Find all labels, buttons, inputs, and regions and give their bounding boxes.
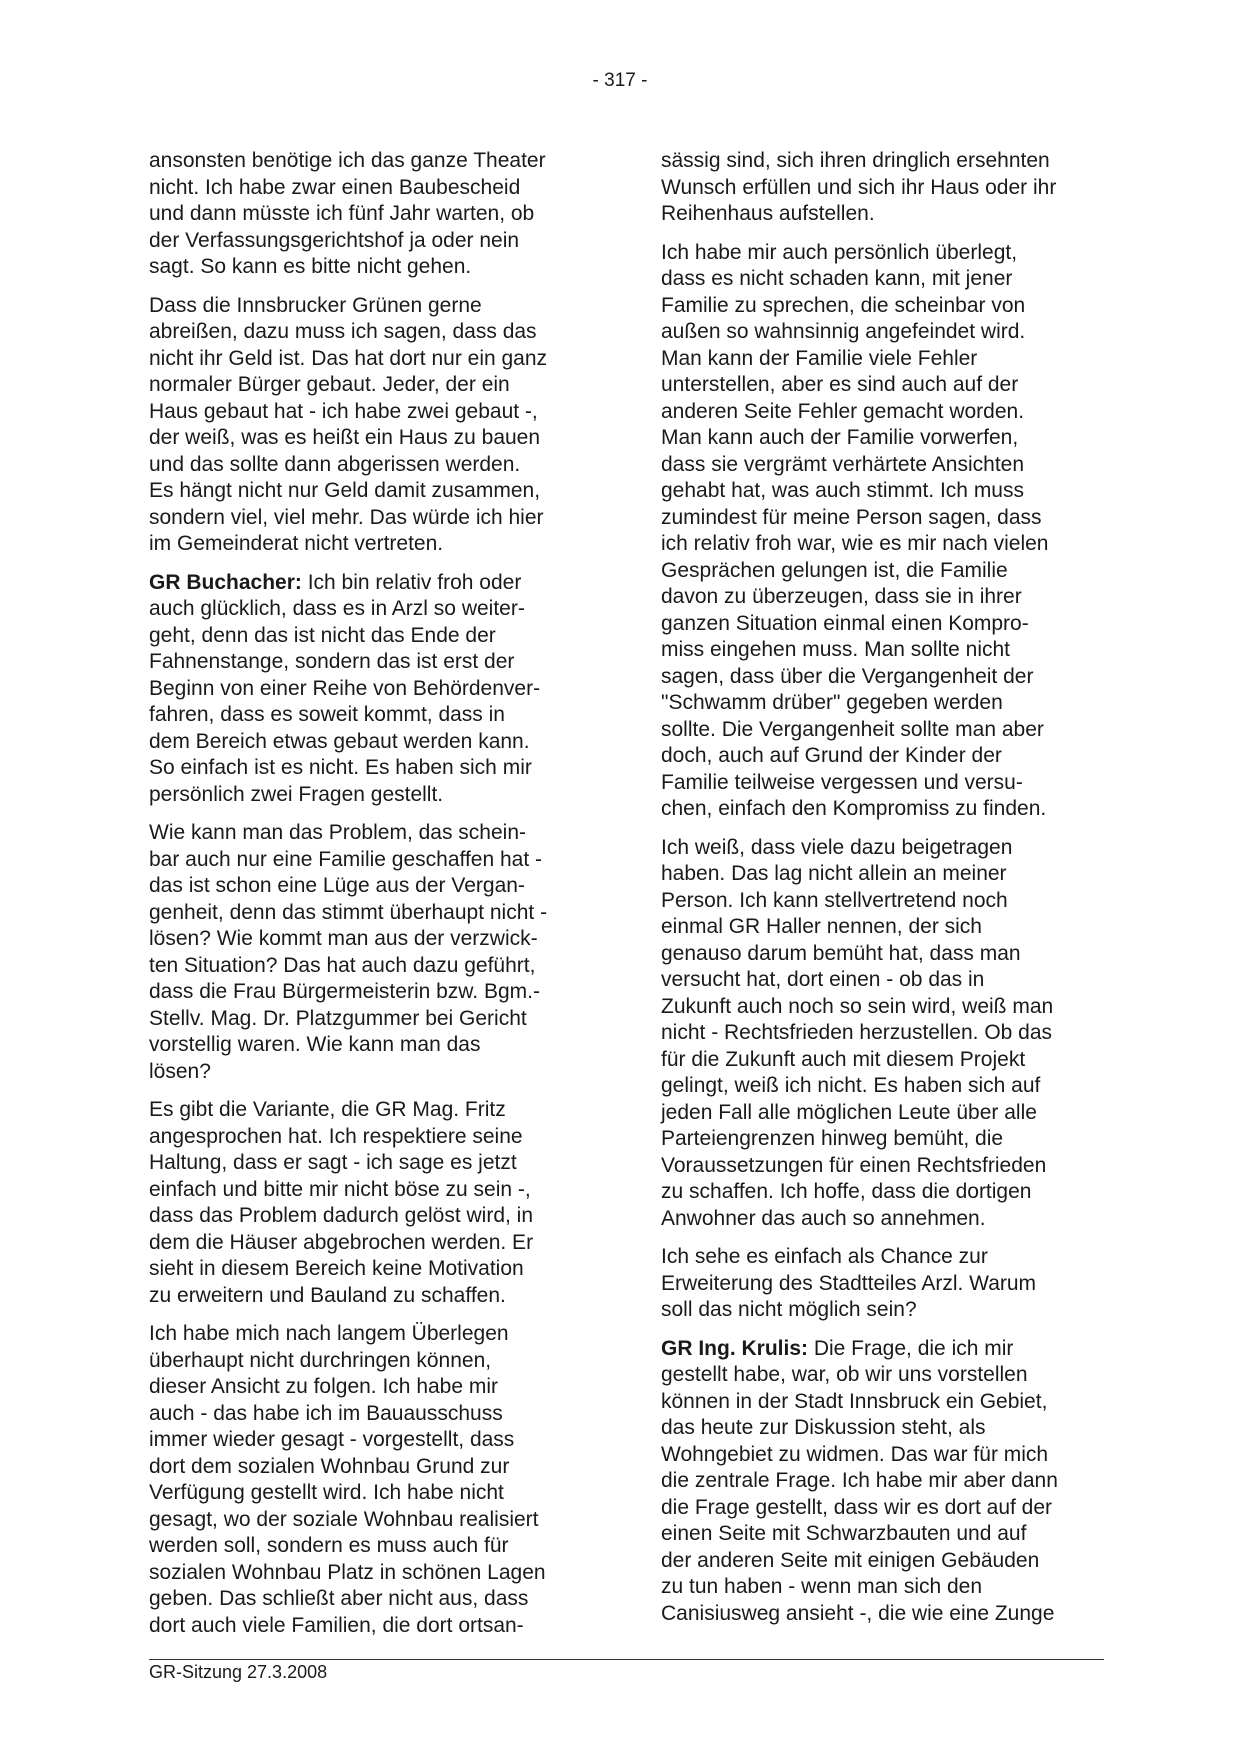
paragraph xyxy=(661,148,1101,228)
text-line: Reihenhaus aufstellen. xyxy=(661,202,875,225)
paragraph xyxy=(149,293,589,558)
text-line: Beginn von einer Reihe von Behördenver- xyxy=(149,676,541,700)
text-line: Es gibt die Variante, die GR Mag. Fritz xyxy=(149,1098,506,1121)
text-line: soll das nicht möglich sein? xyxy=(661,1298,917,1321)
text-line: zumindest für meine Person sagen, dass xyxy=(661,505,1042,529)
text-line: angesprochen hat. Ich respektiere seine xyxy=(149,1124,523,1148)
text-line: Parteiengrenzen hinweg bemüht, die xyxy=(661,1127,1004,1150)
text-line: der weiß, was es heißt ein Haus zu bauen xyxy=(149,426,541,449)
text-line: sagen, dass über die Vergangenheit der xyxy=(661,664,1034,688)
text-line: Haltung, dass er sagt - ich sage es jetzt xyxy=(149,1151,517,1174)
text-line: Familie zu sprechen, die scheinbar von xyxy=(661,293,1026,317)
paragraph xyxy=(149,1097,589,1309)
paragraph xyxy=(661,1244,1101,1324)
text-line: Anwohner das auch so annehmen. xyxy=(661,1206,986,1230)
text-line: Fahnenstange, sondern das ist erst der xyxy=(149,650,515,673)
paragraph xyxy=(149,148,589,281)
text-line: vorstellig waren. Wie kann man das xyxy=(149,1033,481,1056)
text-line: dass sie vergrämt verhärtete Ansichten xyxy=(661,452,1025,476)
text-line: für die Zukunft auch mit diesem Projekt xyxy=(661,1047,1026,1071)
text-line: nicht ihr Geld ist. Das hat dort nur ein ganz xyxy=(149,346,548,370)
text-line: versucht hat, dort einen - ob das in xyxy=(661,968,985,991)
text-line: Person. Ich kann stellvertretend noch xyxy=(661,888,1008,912)
text-line: sozialen Wohnbau Platz in schönen Lagen xyxy=(149,1560,546,1584)
paragraph xyxy=(149,820,589,1085)
text-line: dass die Frau Bürgermeisterin bzw. Bgm.- xyxy=(149,980,540,1003)
text-line: nicht. Ich habe zwar einen Baubescheid xyxy=(149,175,521,199)
text-line: dass das Problem dadurch gelöst wird, in xyxy=(149,1204,534,1227)
footer-rule xyxy=(149,1659,1104,1660)
text-line: lösen? Wie kommt man aus der verzwick- xyxy=(149,927,538,950)
text-line: dort dem sozialen Wohnbau Grund zur xyxy=(149,1454,510,1478)
text-line: dem die Häuser abgebrochen werden. Er xyxy=(149,1230,534,1254)
text-line: geht, denn das ist nicht das Ende der xyxy=(149,623,496,647)
text-line: einfach und bitte mir nicht böse zu sein -, xyxy=(149,1177,531,1201)
text-line: die Frage gestellt, dass wir es dort auf der xyxy=(661,1495,1053,1519)
paragraph xyxy=(661,1336,1101,1628)
text-line: auch - das habe ich im Bauausschuss xyxy=(149,1401,503,1425)
text-line: und dann müsste ich fünf Jahr warten, ob xyxy=(149,202,535,225)
text-line: Ich weiß, dass viele dazu beigetragen xyxy=(661,835,1013,859)
text-line: Gesprächen gelungen ist, die Familie xyxy=(661,558,1008,582)
text-line: sieht in diesem Bereich keine Motivation xyxy=(149,1257,524,1280)
text-line: Wohngebiet zu widmen. Das war für mich xyxy=(661,1442,1049,1466)
speaker-name: GR Buchacher: xyxy=(149,570,302,594)
text-line: Man kann auch der Familie vorwerfen, xyxy=(661,426,1019,449)
text-line: unterstellen, aber es sind auch auf der xyxy=(661,373,1019,396)
text-line: sondern viel, viel mehr. Das würde ich hier xyxy=(149,505,544,529)
text-line: im Gemeinderat nicht vertreten. xyxy=(149,532,444,555)
text-line: Es hängt nicht nur Geld damit zusammen, xyxy=(149,479,541,502)
text-line: einen Seite mit Schwarzbauten und auf xyxy=(661,1522,1027,1545)
text-line: anderen Seite Fehler gemacht worden. xyxy=(661,399,1025,423)
text-line: gestellt habe, war, ob wir uns vorstellen xyxy=(661,1363,1028,1386)
text-line: ich relativ froh war, wie es mir nach vielen xyxy=(661,532,1049,555)
text-line: dass es nicht schaden kann, mit jener xyxy=(661,267,1013,290)
text-line: bar auch nur eine Familie geschaffen hat - xyxy=(149,847,543,871)
left-column xyxy=(149,148,589,1651)
text-line: So einfach ist es nicht. Es haben sich mir xyxy=(149,756,532,779)
text-line: außen so wahnsinnig angefeindet wird. xyxy=(661,320,1026,343)
text-line: normaler Bürger gebaut. Jeder, der ein xyxy=(149,373,510,396)
text-line: chen, einfach den Kompromiss zu finden. xyxy=(661,797,1047,820)
text-line: das heute zur Diskussion steht, als xyxy=(661,1416,986,1439)
text-line: einmal GR Haller nennen, der sich xyxy=(661,915,982,938)
text-line: das ist schon eine Lüge aus der Vergan- xyxy=(149,874,525,897)
text-line: Erweiterung des Stadtteiles Arzl. Warum xyxy=(661,1271,1037,1295)
text-line: fahren, dass es soweit kommt, dass in xyxy=(149,703,505,726)
text-line: auch glücklich, dass es in Arzl so weiter- xyxy=(149,597,525,620)
text-line: und das sollte dann abgerissen werden. xyxy=(149,452,521,476)
text-line: zu schaffen. Ich hoffe, dass die dortigen xyxy=(661,1180,1032,1203)
text-line: Stellv. Mag. Dr. Platzgummer bei Gericht xyxy=(149,1006,527,1030)
paragraph xyxy=(661,835,1101,1233)
text-line: Wunsch erfüllen und sich ihr Haus oder ihr xyxy=(661,175,1057,199)
paragraph xyxy=(149,1321,589,1639)
text-line: sagt. So kann es bitte nicht gehen. xyxy=(149,255,472,278)
text-line: "Schwamm drüber" gegeben werden xyxy=(661,691,1003,714)
text-line: abreißen, dazu muss ich sagen, dass das xyxy=(149,320,537,343)
text-line: gehabt hat, was auch stimmt. Ich muss xyxy=(661,479,1024,502)
text-line: Verfügung gestellt wird. Ich habe nicht xyxy=(149,1481,504,1504)
footer-session-date: GR-Sitzung 27.3.2008 xyxy=(149,1662,328,1682)
text-line: sässig sind, sich ihren dringlich ersehnten xyxy=(661,149,1050,172)
right-column xyxy=(661,148,1101,1639)
text-line: ganzen Situation einmal einen Kompro- xyxy=(661,611,1029,635)
text-line: gelingt, weiß ich nicht. Es haben sich auf xyxy=(661,1074,1041,1097)
text-line: gesagt, wo der soziale Wohnbau realisiert xyxy=(149,1507,539,1531)
text-line: werden soll, sondern es muss auch für xyxy=(149,1534,509,1557)
text-line: dem Bereich etwas gebaut werden kann. xyxy=(149,729,530,753)
text-line: Dass die Innsbrucker Grünen gerne xyxy=(149,293,482,317)
text-line: Haus gebaut hat - ich habe zwei gebaut -, xyxy=(149,399,538,423)
text-line: dieser Ansicht zu folgen. Ich habe mir xyxy=(149,1375,499,1398)
text-line: lösen? xyxy=(149,1059,211,1083)
text-line: miss eingehen muss. Man sollte nicht xyxy=(661,638,1010,661)
text-line: können in der Stadt Innsbruck ein Gebiet, xyxy=(661,1389,1048,1413)
paragraph xyxy=(661,240,1101,823)
text-line: Ich habe mir auch persönlich überlegt, xyxy=(661,240,1018,264)
text-line: Familie teilweise vergessen und versu- xyxy=(661,770,1023,794)
text-line: persönlich zwei Fragen gestellt. xyxy=(149,782,444,806)
text-line: jeden Fall alle möglichen Leute über alle xyxy=(661,1100,1037,1124)
text-line: Voraussetzungen für einen Rechtsfrieden xyxy=(661,1153,1047,1177)
text-line: Ich habe mich nach langem Überlegen xyxy=(149,1322,509,1345)
text-line: der Verfassungsgerichtshof ja oder nein xyxy=(149,228,520,252)
text-line: immer wieder gesagt - vorgestellt, dass xyxy=(149,1428,515,1451)
text-line: sollte. Die Vergangenheit sollte man aber xyxy=(661,717,1044,741)
text-line: Zukunft auch noch so sein wird, weiß man xyxy=(661,994,1054,1018)
text-line: Wie kann man das Problem, das schein- xyxy=(149,821,527,844)
page-number: - 317 - xyxy=(592,70,648,91)
text-line: Ich sehe es einfach als Chance zur xyxy=(661,1245,988,1268)
text-line: überhaupt nicht durchringen können, xyxy=(149,1348,492,1372)
text-line: Canisiusweg ansieht -, die wie eine Zunge xyxy=(661,1601,1055,1625)
text-line: Die Frage, die ich mir xyxy=(808,1336,1014,1360)
text-line: ten Situation? Das hat auch dazu geführt, xyxy=(149,953,536,977)
text-line: doch, auch auf Grund der Kinder der xyxy=(661,744,1002,767)
text-line: der anderen Seite mit einigen Gebäuden xyxy=(661,1548,1040,1572)
text-line: davon zu überzeugen, dass sie in ihrer xyxy=(661,585,1022,608)
text-line: geben. Das schließt aber nicht aus, dass xyxy=(149,1587,529,1610)
text-line: genheit, denn das stimmt überhaupt nicht - xyxy=(149,900,548,924)
text-line: nicht - Rechtsfrieden herzustellen. Ob das xyxy=(661,1021,1053,1044)
text-line: Man kann der Familie viele Fehler xyxy=(661,346,978,370)
paragraph xyxy=(149,570,589,809)
text-line: dort auch viele Familien, die dort ortsan- xyxy=(149,1613,524,1637)
text-line: Ich bin relativ froh oder xyxy=(301,570,522,594)
text-line: ansonsten benötige ich das ganze Theater xyxy=(149,149,546,172)
text-line: zu tun haben - wenn man sich den xyxy=(661,1575,983,1598)
text-line: zu erweitern und Bauland zu schaffen. xyxy=(149,1283,506,1307)
text-line: haben. Das lag nicht allein an meiner xyxy=(661,862,1007,885)
text-line: die zentrale Frage. Ich habe mir aber dann xyxy=(661,1469,1058,1492)
speaker-name: GR Ing. Krulis: xyxy=(661,1336,808,1360)
text-line: genauso darum bemüht hat, dass man xyxy=(661,941,1021,965)
